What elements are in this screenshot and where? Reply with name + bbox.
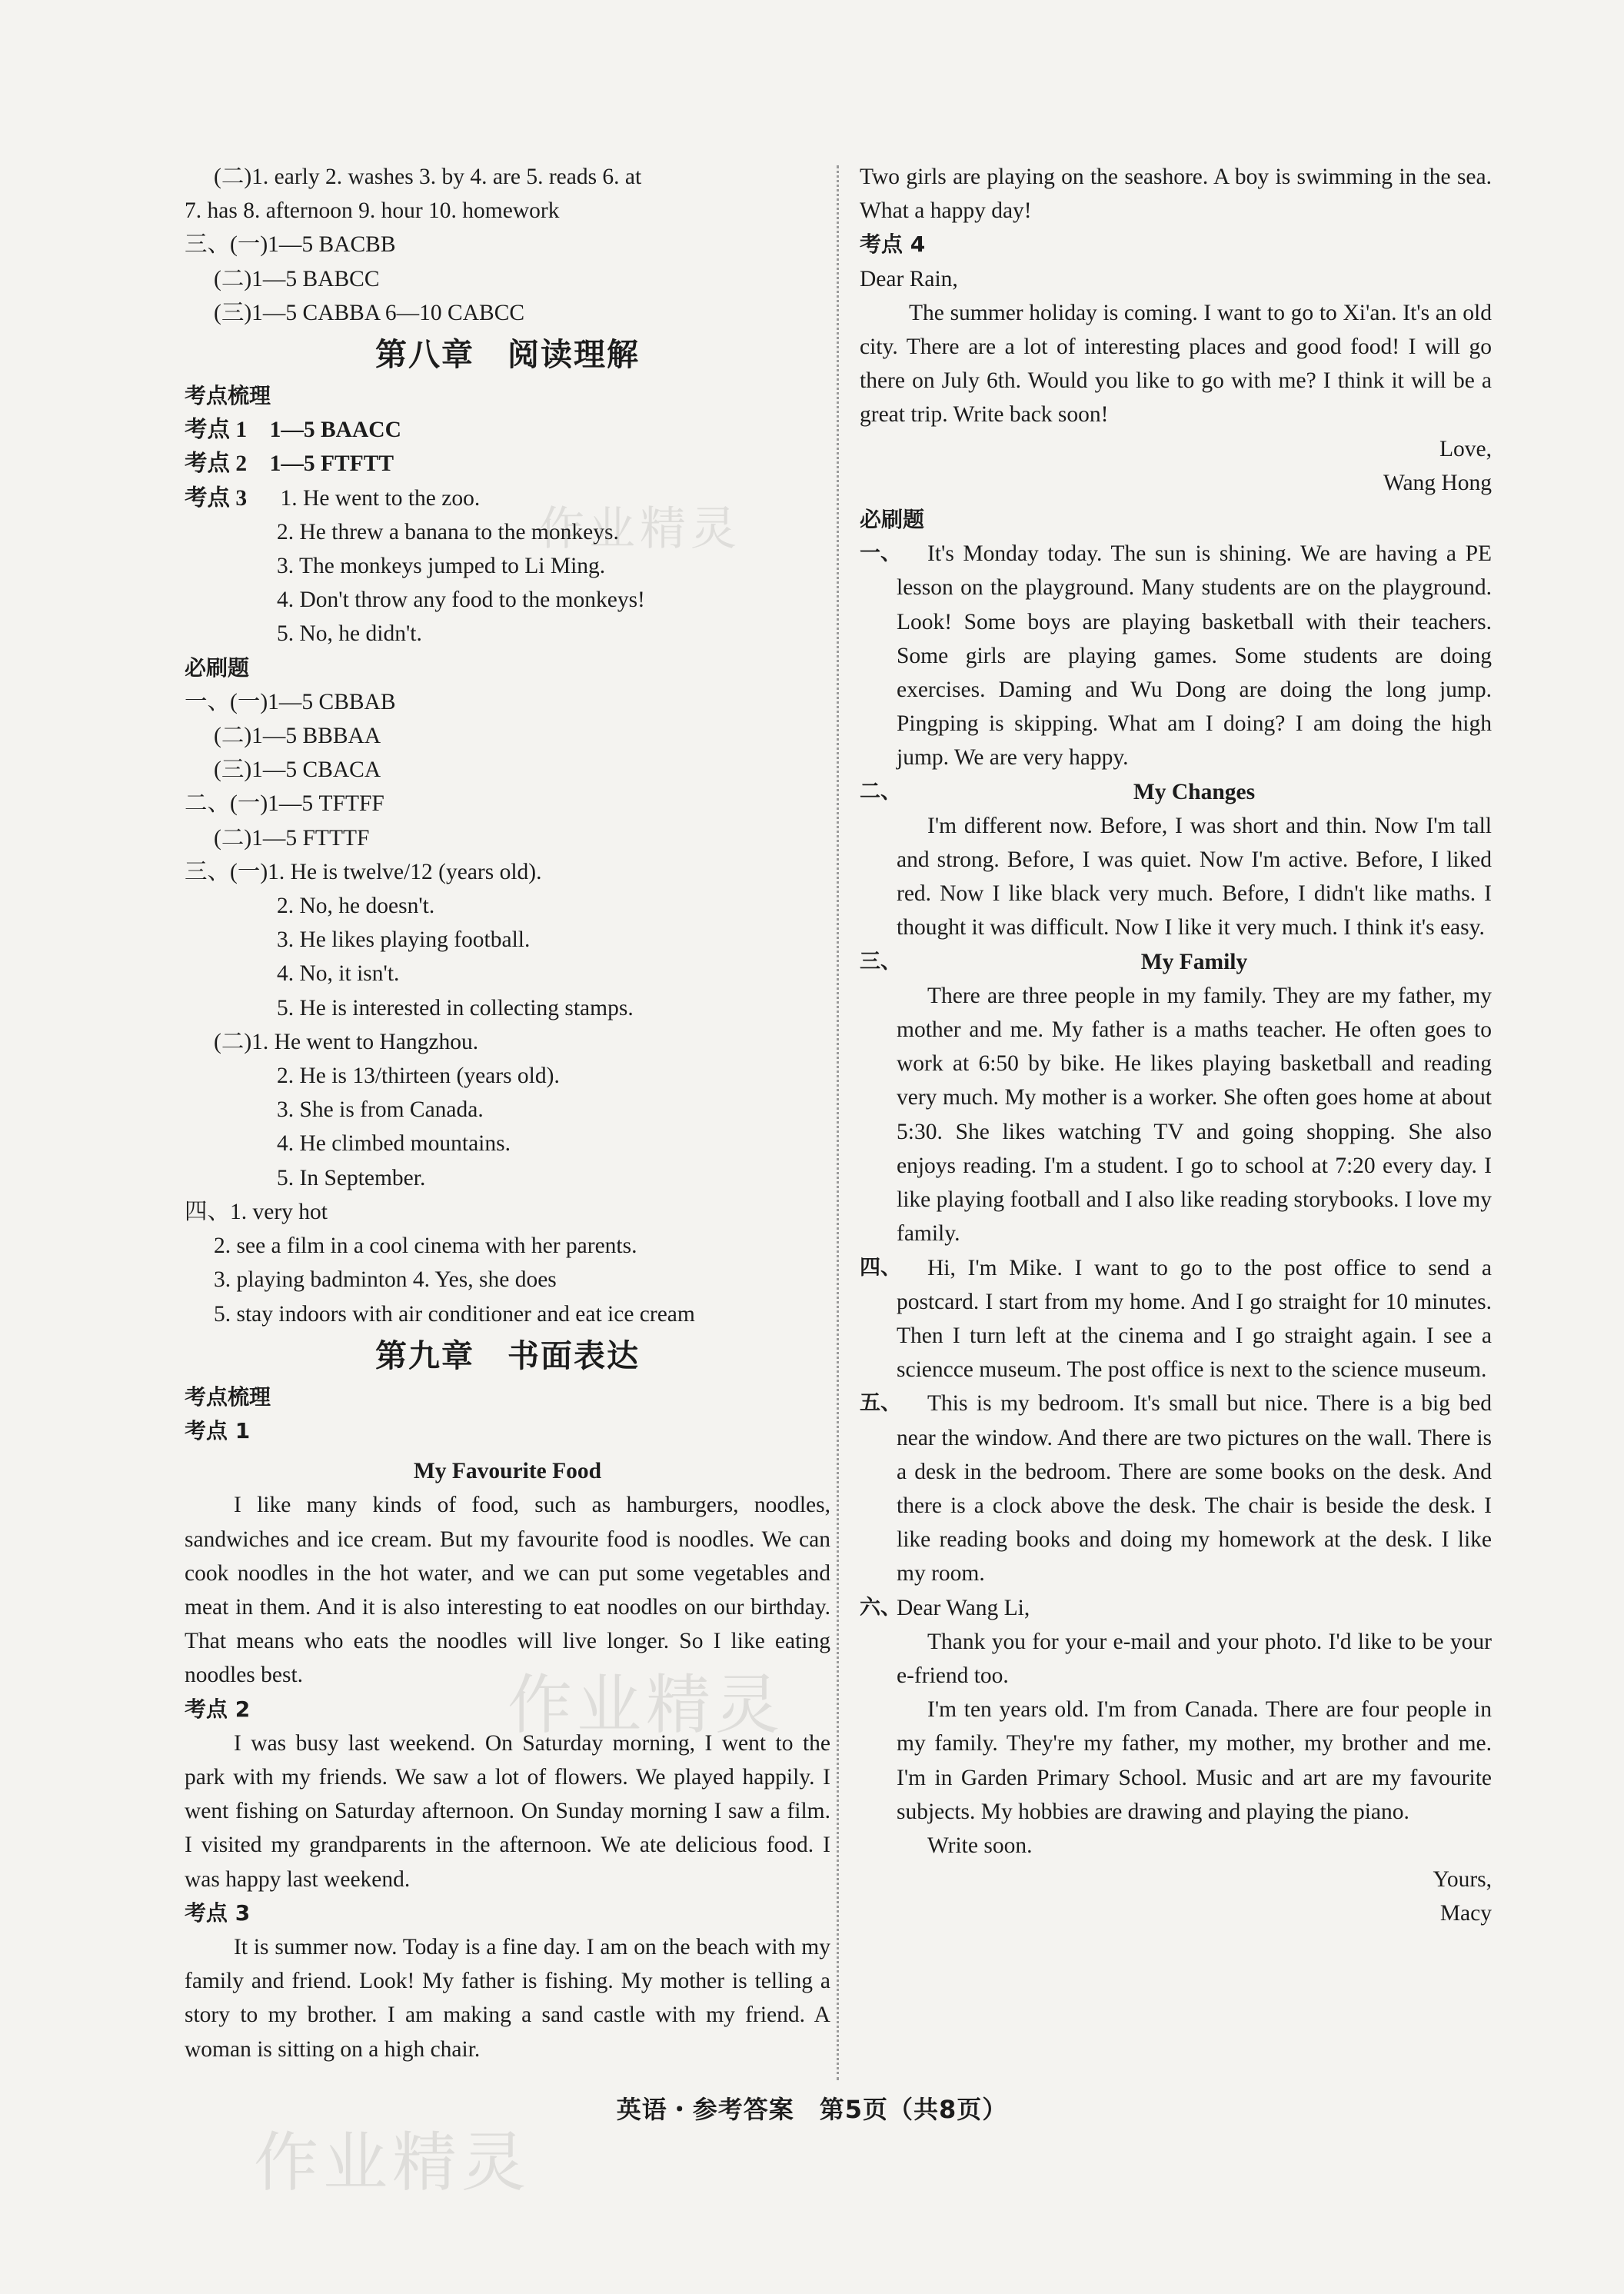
essay-weekend [185, 1726, 830, 1896]
essay-summer-continued [860, 160, 1492, 228]
answer-line: 四、1. very hot [185, 1199, 328, 1224]
left-column [185, 160, 830, 2066]
section-bishuati: 必刷题 [185, 654, 250, 681]
question-label: 四、 [860, 1255, 901, 1280]
essay-text: I'm different now. Before, I was short and thin. Now I'm tall and strong. Before, I was quiet. Now I'm active. Before, I liked red. Now I like black very much. Before, I didn't like maths. I thought it was difficult. Now I like it very much. I think it's easy. [897, 813, 1492, 941]
letter-close: Yours, [1433, 1867, 1492, 1893]
kaodian-2-label: 考点 2 [185, 1696, 251, 1722]
answer-line: 5. He is interested in collecting stamps. [277, 995, 634, 1020]
essay-text: There are three people in my family. They are my father, my mother and me. My father is a maths teacher. He often goes to work at 6:50 by bike. He likes playing basketball and reading very much. My mother is a worker. She often goes home at about 5:30. She likes watching TV and going shopping. She also enjoys reading. I'm a student. I go to school at 7:20 every day. I like playing football and I also like reading storybooks. I love my family. [897, 983, 1492, 1247]
essay-text: It's Monday today. The sun is shining. We are having a PE lesson on the playground. Many students are on the playground. Look! Some boys are playing basketball with their teachers. Some girls are playing games. Some students are doing exercises. Daming and Wu Dong are doing the long jump. Pingping is skipping. What am I doing? I am doing the high jump. We are very happy. [897, 541, 1492, 771]
question-6 [860, 1591, 1492, 1931]
essay-text: This is my bedroom. It's small but nice. There is a big bed near the window. And there are two pictures on the wall. There is a desk in the bedroom. There are some books on the desk. And there is a clock above the desk. The chair is beside the desk. I like reading books and doing my homework at the desk. I like my room. [897, 1391, 1492, 1586]
essay-title: My Family [1140, 949, 1248, 974]
answer-line: 4. He climbed mountains. [277, 1131, 511, 1157]
kaodian-2: 考点 2 1—5 FTFTT [185, 451, 394, 477]
kaodian-1: 考点 1 1—5 BAACC [185, 418, 401, 443]
essay-title: My Changes [1133, 779, 1256, 804]
answer-line: 3. playing badminton 4. Yes, she does [214, 1267, 557, 1293]
essay-text: I'm ten years old. I'm from Canada. There are four people in my family. They're my father, my mother, my brother and me. I'm in Garden Primary School. Music and art are my favourite subjects. My hobbies are drawing and playing the piano. [897, 1697, 1492, 1824]
kaodian-3-item: 1. He went to the zoo. [280, 485, 481, 511]
kaodian-3-label: 考点 3 [185, 485, 248, 511]
letter-greeting: Dear Rain, [860, 266, 958, 291]
essay-text: The summer holiday is coming. I want to go to Xi'an. It's an old city. There are a lot of interesting places and good food! I will go there on July 6th. Would you like to go with me? I think it will be a great trip. Write back soon! [860, 300, 1492, 428]
essay-text: Two girls are playing on the seashore. A boy is swimming in the sea. What a happy day! [860, 165, 1492, 224]
letter-signature: Wang Hong [1383, 470, 1492, 495]
answer-line: 三、(一)1. He is twelve/12 (years old). [185, 859, 542, 884]
column-divider [837, 165, 839, 2080]
chapter-8-title: 第八章 阅读理解 [375, 336, 640, 374]
answer-line: 4. No, it isn't. [277, 961, 400, 987]
answer-line: (二)1. He went to Hangzhou. [214, 1029, 479, 1054]
watermark: 作业精灵 [508, 1667, 785, 1743]
chapter-9-title: 第九章 书面表达 [375, 1337, 640, 1374]
answer-line: 三、(一)1—5 BACBB [185, 232, 396, 258]
kaodian-3-item: 2. He threw a banana to the monkeys. [277, 519, 619, 544]
question-2 [860, 775, 1492, 945]
answer-line: (二)1—5 FTTTF [214, 825, 370, 851]
letter-greeting: Dear Wang Li, [897, 1595, 1030, 1620]
answer-line: 3. He likes playing football. [277, 927, 531, 953]
essay-text: Thank you for your e-mail and your photo. I'd like to be your e-friend too. [897, 1629, 1492, 1688]
essay-summer [185, 1930, 830, 2066]
kaodian-4-label: 考点 4 [860, 231, 926, 258]
kaodian-3-item: 3. The monkeys jumped to Li Ming. [277, 554, 606, 579]
essay-text: Write soon. [927, 1833, 1033, 1858]
letter-body [860, 296, 1492, 432]
question-label: 二、 [860, 779, 901, 804]
right-column [860, 160, 1492, 1931]
answer-line: 3. She is from Canada. [277, 1097, 484, 1123]
answer-line: 一、(一)1—5 CBBAB [185, 689, 396, 714]
answer-line: 5. In September. [277, 1165, 426, 1190]
answer-line: (二)1—5 BBBAA [214, 724, 381, 749]
watermark: 作业精灵 [254, 2125, 531, 2200]
kaodian-1-label: 考点 1 [185, 1417, 251, 1443]
question-1 [860, 537, 1492, 774]
answer-line: 2. see a film in a cool cinema with her parents. [214, 1234, 637, 1259]
question-3 [860, 945, 1492, 1251]
essay-text: It is summer now. Today is a fine day. I am on the beach with my family and friend. Look! My father is fishing. My mother is telling a story to my brother. I am making a sand castle with my friend. A woman is sitting on a high chair. [185, 1934, 830, 2062]
question-4 [860, 1251, 1492, 1387]
answer-line: 7. has 8. afternoon 9. hour 10. homework [185, 198, 560, 224]
letter-signature: Macy [1439, 1901, 1492, 1926]
kaodian-3-label: 考点 3 [185, 1899, 251, 1926]
question-label: 三、 [860, 949, 901, 974]
letter-close: Love, [1439, 436, 1492, 461]
answer-line: 5. stay indoors with air conditioner and eat ice cream [214, 1301, 695, 1327]
section-kaodian: 考点梳理 [185, 1383, 271, 1410]
answer-line: 二、(一)1—5 TFTFF [185, 791, 384, 817]
essay-text: Hi, I'm Mike. I want to go to the post office to send a postcard. I start from my home. And I go straight for 10 minutes. Then I turn left at the cinema and I go straight again. I see a sciencce museum. The post office is next to the science museum. [897, 1255, 1492, 1383]
answer-line: 2. He is 13/thirteen (years old). [277, 1064, 560, 1089]
watermark: 作业精灵 [538, 502, 741, 556]
section-kaodian: 考点梳理 [185, 383, 271, 409]
essay-title: My Favourite Food [413, 1459, 602, 1484]
question-5 [860, 1387, 1492, 1590]
question-label: 五、 [860, 1391, 901, 1416]
answer-line: (二)1. early 2. washes 3. by 4. are 5. reads 6. at [214, 165, 642, 189]
essay-text: I like many kinds of food, such as hamburgers, noodles, sandwiches and ice cream. But my favourite food is noodles. We can cook noodles in the hot water, and we can put some vegetables and meat in them. And it is also interesting to eat noodles on our birthday. That means who eats the noodles will live longer. So I like eating noodles best. [185, 1493, 830, 1688]
kaodian-3-item: 5. No, he didn't. [277, 621, 422, 647]
question-label: 一、 [860, 541, 901, 566]
page-footer: 英语・参考答案 第5页（共8页） [616, 2095, 1008, 2124]
section-bishuati: 必刷题 [860, 507, 925, 533]
answer-line: (二)1—5 BABCC [214, 266, 380, 291]
essay-text: I was busy last weekend. On Saturday morning, I went to the park with my friends. We saw a lot of flowers. We played happily. I went fishing on Saturday afternoon. On Sunday morning I saw a film. I visited my grandparents in the afternoon. We ate delicious food. I was happy last weekend. [185, 1730, 830, 1892]
answer-line: (三)1—5 CBACA [214, 757, 381, 783]
kaodian-3-item: 4. Don't throw any food to the monkeys! [277, 588, 645, 613]
question-label: 六、 [860, 1595, 901, 1620]
answer-line: (三)1—5 CABBA 6—10 CABCC [214, 300, 525, 325]
answer-line: 2. No, he doesn't. [277, 894, 435, 919]
